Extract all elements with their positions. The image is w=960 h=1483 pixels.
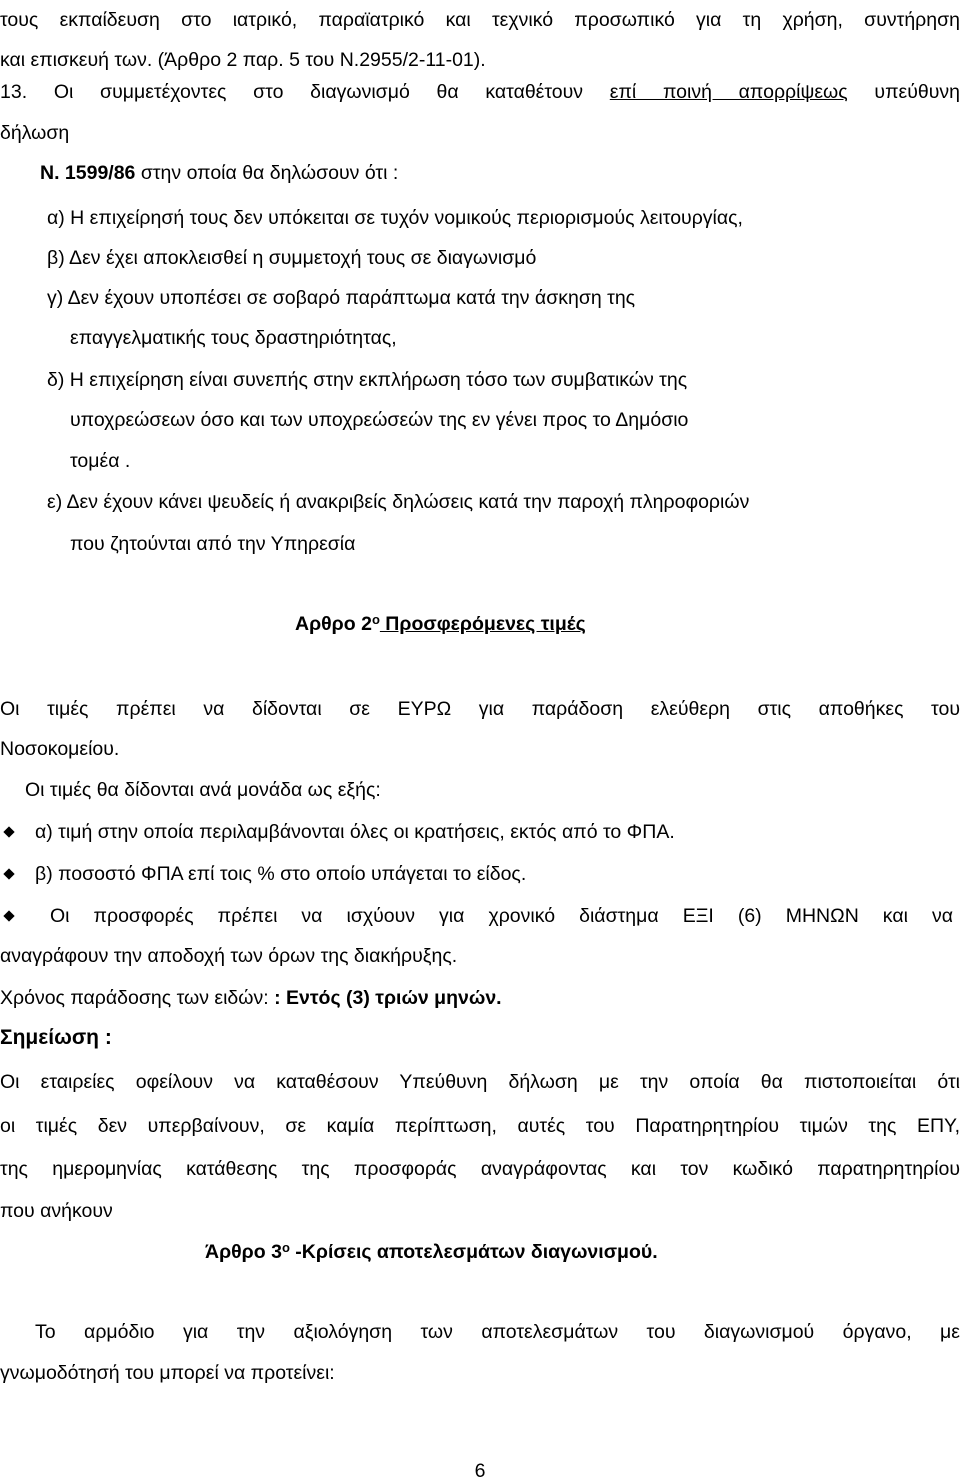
text-span: υπεύθυνη [847, 81, 960, 103]
diamond-bullet-icon [3, 868, 14, 879]
heading-sup: ο [281, 1240, 290, 1255]
diamond-bullet-icon [3, 910, 14, 921]
list-item: ε) Δεν έχουν κάνει ψευδείς ή ανακριβείς δηλώσεις κατά την παροχή πληροφοριών [47, 491, 750, 513]
text-line: που ανήκουν [0, 1200, 113, 1222]
text-line: αναγράφουν την αποδοχή των όρων της διακήρυξης. [0, 945, 458, 967]
law-reference: Ν. 1599/86 [40, 162, 136, 184]
text-span: 13. Οι συμμετέχοντες στο διαγωνισμό θα καταθέτουν [0, 81, 610, 103]
text-span: στην οποία θα δηλώσουν ότι : [135, 162, 399, 184]
heading-text: Προσφερόμενες τιμές [379, 613, 586, 635]
list-item: α) Η επιχείρησή τους δεν υπόκειται σε τυχόν νομικούς περιορισμούς λειτουργίας, [47, 207, 743, 229]
delivery-time: : Εντός (3) τριών μηνών. [274, 987, 502, 1009]
bullet-item [0, 820, 675, 844]
text-line: γνωμοδότησή του μπορεί να προτείνει: [0, 1362, 335, 1384]
text-line: Οι τιμές πρέπει να δίδονται σε ΕΥΡΩ για παράδοση ελεύθερη στις αποθήκες του [0, 698, 960, 720]
text-line: της ημερομηνίας κατάθεσης της προσφοράς αναγράφοντας και τον κωδικό παρατηρητηρίου [0, 1158, 960, 1180]
text-span: Οι προσφορές πρέπει να ισχύουν για χρονικό διάστημα ΕΞΙ (6) ΜΗΝΩΝ και να [50, 905, 953, 927]
text-line: Το αρμόδιο για την αξιολόγηση των αποτελεσμάτων του διαγωνισμού όργανο, με [35, 1321, 960, 1343]
text-span: β) ποσοστό ΦΠΑ επί τοις % στο οποίο υπάγεται το είδος. [35, 863, 527, 885]
heading-text: Αρθρο 2 [295, 613, 372, 635]
text-line: Οι εταιρείες οφείλουν να καταθέσουν Υπεύθυνη δήλωση με την οποία θα πιστοποιείται ότι [0, 1071, 960, 1093]
list-item: γ) Δεν έχουν υποπέσει σε σοβαρό παράπτωμα κατά την άσκηση της [47, 287, 636, 309]
bullet-item [0, 862, 526, 886]
section-heading [295, 612, 586, 636]
text-span: Χρόνος παράδοσης των ειδών: [0, 987, 275, 1009]
text-span: α) τιμή στην οποία περιλαμβάνονται όλες οι κρατήσεις, εκτός από το ΦΠΑ. [35, 821, 675, 843]
text-line [40, 161, 398, 185]
underlined-phrase: επί ποινή απορρίψεως [609, 81, 848, 103]
text-line: οι τιμές δεν υπερβαίνουν, σε καμία περίπτωση, αυτές του Παρατηρητηρίου τιμών της ΕΠΥ, [0, 1115, 960, 1137]
text-line [0, 80, 960, 104]
heading-text: -Κρίσεις αποτελεσμάτων διαγωνισμού. [289, 1241, 658, 1263]
section-heading [205, 1240, 658, 1264]
text-line: τους εκπαίδευση στο ιατρικό, παραϊατρικό και τεχνικό προσωπικό για τη χρήση, συντήρηση [0, 9, 960, 31]
text-line: δήλωση [0, 122, 70, 144]
list-item-cont: επαγγελματικής τους δραστηριότητας, [70, 327, 397, 349]
list-item: δ) Η επιχείρηση είναι συνεπής στην εκπλήρωση τόσο των συμβατικών της [47, 369, 688, 391]
diamond-bullet-icon [3, 826, 14, 837]
page-number: 6 [474, 1460, 486, 1482]
heading-sup: ο [371, 612, 380, 627]
heading-text: Άρθρο 3 [205, 1241, 282, 1263]
text-line [0, 986, 502, 1010]
text-line: Οι τιμές θα δίδονται ανά μονάδα ως εξής: [25, 779, 381, 801]
note-heading: Σημείωση : [0, 1026, 112, 1049]
text-line: Νοσοκομείου. [0, 738, 120, 760]
list-item-cont: τομέα . [70, 450, 131, 472]
list-item: β) Δεν έχει αποκλεισθεί η συμμετοχή τους σε διαγωνισμό [47, 247, 537, 269]
text-line: και επισκευή των. (Άρθρο 2 παρ. 5 του Ν.2955/2-11-01). [0, 49, 486, 71]
list-item-cont: που ζητούνται από την Υπηρεσία [70, 533, 356, 555]
bullet-item [0, 904, 960, 928]
list-item-cont: υποχρεώσεων όσο και των υποχρεώσεών της εν γένει προς το Δημόσιο [70, 409, 689, 431]
